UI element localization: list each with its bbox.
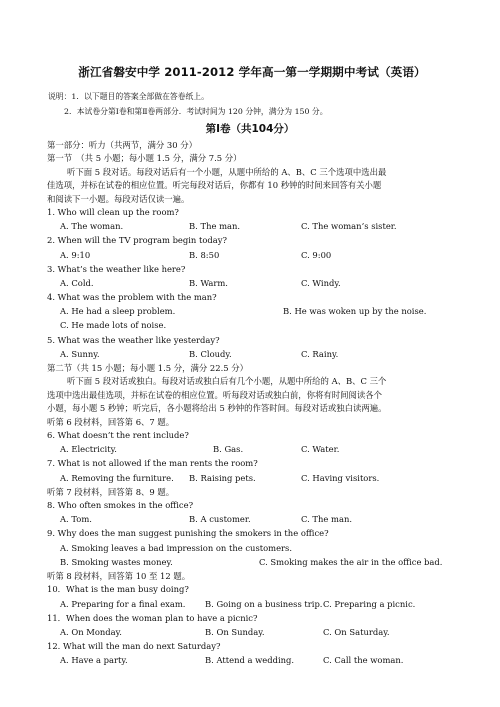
option-a: A. 9:10 <box>60 249 91 260</box>
option-c: C. Call the woman. <box>323 655 404 666</box>
option-a: A. Electricity. <box>60 444 117 455</box>
option-c: C. On Saturday. <box>323 627 390 637</box>
option-a: A. Sunny. <box>60 348 100 359</box>
exam-title: 浙江省磐安中学 2011-2012 学年高一第一学期期中考试（英语） <box>78 65 426 79</box>
section2-instruction-1: 听下面 5 段对话或独白。每段对话或独白后有几个小题，从题中所给的 A、B、C 三个 <box>67 376 387 387</box>
section2-instruction-4: 听第 6 段材料，回答第 6、7 题。 <box>47 416 175 427</box>
question-8: 8. Who often smokes in the office? <box>47 500 194 511</box>
question-9: 9. Why does the man suggest punishing the smokers in the office? <box>47 528 329 539</box>
option-c: C. The woman’s sister. <box>301 221 397 232</box>
option-b: B. On Sunday. <box>205 627 265 637</box>
option-c: C. Smoking makes the air in the office bad. <box>259 556 443 567</box>
option-a: A. Smoking leaves a bad impression on the customers. <box>60 542 293 553</box>
section2-instruction-3: 小题，每小题 5 秒钟；听完后，各小题将给出 5 秒钟的作答时间。每段对话或独白读两遍。 <box>47 403 387 414</box>
question-7-options <box>47 472 467 486</box>
option-c: C. Water. <box>301 444 340 455</box>
section2-instruction-2: 选项中选出最佳选项，并标在试卷的相应位置。听每段对话或独白前，你将有时间阅读各个 <box>47 389 382 400</box>
question-5-options <box>47 348 467 362</box>
question-6-options <box>47 443 467 457</box>
option-b: B. He was woken up by the noise. <box>283 306 427 317</box>
question-7: 7. What is not allowed if the man rents the room? <box>47 458 258 469</box>
section1-instruction-3: 和阅读下一小题。每段对话仅读一遍。 <box>47 193 190 204</box>
question-2: 2. When will the TV program begin today? <box>47 235 227 246</box>
option-a: A. On Monday. <box>60 627 122 637</box>
note-2: 2．本试卷分第Ⅰ卷和第Ⅱ卷两部分．考试时间为 120 分钟，满分为 150 分。 <box>64 107 328 116</box>
question-5: 5. What was the weather like yesterday? <box>47 334 220 345</box>
section1-instruction-1: 听下面 5 段对话。每段对话后有一个小题，从题中所给的 A、B、C 三个选项中选出最 <box>67 166 387 177</box>
listen-instruction-7: 听第 7 段材料，回答第 8、9 题。 <box>47 486 175 497</box>
option-c: C. Windy. <box>301 277 341 288</box>
question-8-options <box>47 513 467 527</box>
option-a: A. Tom. <box>60 514 92 525</box>
option-b: B. Raising pets. <box>189 472 256 483</box>
option-b: B. Gas. <box>213 444 244 455</box>
question-11-options <box>47 626 467 640</box>
option-b: B. Cloudy. <box>189 348 232 359</box>
option-c: C. Having visitors. <box>301 472 380 483</box>
option-c: C. The man. <box>301 514 353 525</box>
option-c: C. Rainy. <box>301 348 339 359</box>
option-c: C. Preparing a picnic. <box>323 598 416 609</box>
question-11: 11．When does the woman plan to have a picnic? <box>47 612 258 623</box>
option-b: B. Warm. <box>189 277 228 288</box>
option-b: B. 8:50 <box>189 249 220 260</box>
option-b: B. Smoking wastes money. <box>60 556 173 567</box>
question-4: 4. What was the problem with the man? <box>47 292 217 303</box>
section1-instruction-2: 佳选项，并标在试卷的相应位置。听完每段对话后，你都有 10 秒钟的时间来回答有关小题 <box>47 180 382 191</box>
option-b: B. Attend a wedding. <box>205 655 295 666</box>
question-10: 10．What is the man busy doing? <box>47 584 189 595</box>
option-b: B. A customer. <box>189 514 251 525</box>
note-1: 说明：1．以下题目的答案全部做在答卷纸上。 <box>48 92 209 101</box>
option-c: C. 9:00 <box>301 249 332 260</box>
section1-header: 第一部分：听力（共两节，满分 30 分） <box>47 140 197 150</box>
question-12-options <box>47 654 467 668</box>
option-b: B. Going on a business trip. <box>205 598 323 609</box>
option-a: A. Preparing for a final exam. <box>60 598 186 609</box>
part-title: 第Ⅰ卷（共104分） <box>205 123 295 135</box>
question-9-options <box>47 542 467 556</box>
section2-sub: 第二节（共 15 小题；每小题 1.5 分，满分 22.5 分） <box>47 363 248 374</box>
question-4-options <box>47 305 467 319</box>
question-1: 1. Who will clean up the room? <box>47 206 179 217</box>
option-a: A. Removing the furniture. <box>60 472 174 483</box>
exam-notes <box>48 89 328 119</box>
option-a: A. Have a party. <box>60 655 128 666</box>
option-a: A. Cold. <box>60 277 94 288</box>
question-10-options <box>47 598 467 612</box>
question-9-options-2 <box>47 556 467 570</box>
exam-body <box>47 139 467 669</box>
question-2-options <box>47 249 467 263</box>
question-3-options <box>47 277 467 291</box>
section1-sub: 第一节 （共 5 小题；每小题 1.5 分，满分 7.5 分） <box>47 153 242 164</box>
listen-instruction-8: 听第 8 段材料，回答第 10 至 12 题。 <box>47 571 191 582</box>
question-1-options <box>47 220 467 234</box>
question-12: 12. What will the man do next Saturday? <box>47 641 221 652</box>
question-6: 6. What doesn’t the rent include? <box>47 429 189 440</box>
option-c: C. He made lots of noise. <box>60 320 167 331</box>
question-4-options-2 <box>47 319 467 333</box>
question-3: 3. What’s the weather like here? <box>47 263 186 274</box>
option-a: A. The woman. <box>60 221 124 232</box>
option-b: B. The man. <box>189 221 241 232</box>
option-a: A. He had a sleep problem. <box>60 306 176 317</box>
